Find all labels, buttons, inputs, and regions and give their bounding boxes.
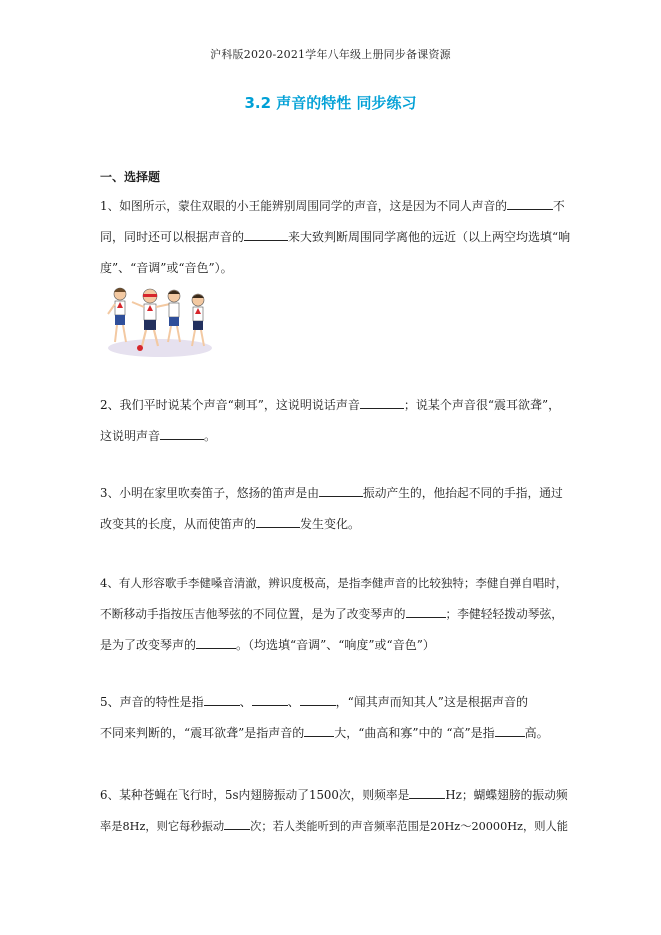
question-6-line-1: [100, 780, 568, 811]
q3-text: 发生变化。: [300, 517, 361, 531]
q6-text: Hz；蝴蝶翅膀的振动频: [445, 788, 568, 802]
q5-text: 、: [239, 695, 252, 709]
answer-blank: [224, 816, 250, 830]
answer-blank: [196, 635, 236, 649]
answer-blank: [252, 692, 288, 706]
question-1-line-2: [100, 222, 571, 253]
question-6: [100, 780, 568, 842]
question-3-line-2: [100, 509, 562, 540]
question-5: [100, 687, 562, 749]
q3-text: 3、小明在家里吹奏笛子，悠扬的笛声是由: [100, 486, 319, 500]
q1-text: 同，同时还可以根据声音的: [100, 230, 245, 244]
question-6-line-2: [100, 811, 568, 842]
q2-text: 这说明声音: [100, 429, 161, 443]
answer-blank: [495, 723, 525, 737]
answer-blank: [304, 723, 334, 737]
question-1: [100, 191, 571, 284]
q1-text: 不: [552, 199, 565, 213]
question-2-line-2: [100, 421, 562, 452]
question-4: [100, 568, 568, 661]
question-5-line-2: [100, 718, 562, 749]
q2-text: 2、我们平时说某个声音“刺耳”，这说明说话声音: [100, 398, 360, 412]
question-4-line-1: 4、有人形容歌手李健嗓音清澈，辨识度极高，是指李健声音的比较独特；李健自弹自唱时，: [100, 576, 568, 590]
q6-text: 率是8Hz，则它每秒振动: [100, 820, 225, 833]
question-4-line-3: [100, 630, 562, 661]
question-2: [100, 390, 562, 452]
answer-blank: [300, 692, 336, 706]
question-4-line-2: [100, 599, 562, 630]
answer-blank: [319, 483, 363, 497]
q4-text: ；李健轻轻拨动琴弦，: [445, 607, 563, 621]
q6-text: 6、某种苍蝇在飞行时，5s内翅膀振动了1500次，则频率是: [100, 788, 410, 802]
question-5-line-1: [100, 687, 562, 718]
answer-blank: [204, 692, 240, 706]
section-heading: 一、选择题: [100, 170, 161, 184]
q5-text: ，“闻其声而知其人”这是根据声音的: [335, 695, 528, 709]
question-1-line-3: 度”、“音调”或“音色”）。: [100, 261, 233, 275]
q3-text: 改变其的长度，从而使笛声的: [100, 517, 257, 531]
answer-blank: [160, 426, 204, 440]
question-3: [100, 478, 562, 540]
answer-blank: [256, 514, 300, 528]
q4-text: 不断移动手指按压吉他琴弦的不同位置，是为了改变琴声的: [100, 607, 406, 621]
page-header: 沪科版2020-2021学年八年级上册同步备课资源: [210, 48, 451, 61]
answer-blank: [360, 395, 404, 409]
q5-text: 、: [287, 695, 300, 709]
answer-blank: [244, 227, 288, 241]
question-1-line-1: [100, 191, 565, 222]
question-3-line-1: [100, 478, 562, 509]
q1-text: 来大致判断周围同学离他的远近（以上两空均选填“响: [288, 230, 571, 244]
answer-blank: [507, 196, 553, 210]
question-2-line-1: [100, 390, 562, 421]
q5-text: 5、声音的特性是指: [100, 695, 204, 709]
q4-text: 。（均选填“音调”、“响度”或“音色”）: [236, 638, 435, 652]
q5-text: 高。: [524, 726, 549, 740]
q5-text: 不同来判断的，“震耳欲聋”是指声音的: [100, 726, 305, 740]
q1-text: 1、如图所示，蒙住双眼的小王能辨别周围同学的声音，这是因为不同人声音的: [100, 199, 507, 213]
q4-text: 是为了改变琴声的: [100, 638, 197, 652]
answer-blank: [406, 604, 446, 618]
page-title: 3.2 声音的特性 同步练习: [244, 94, 417, 112]
q5-text: 大，“曲高和寡”中的 “高”是指: [334, 726, 495, 740]
q2-text: 。: [204, 429, 217, 443]
answer-blank: [409, 785, 445, 799]
children-blindfold-game-illustration: [104, 282, 216, 358]
q2-text: ；说某个声音很“震耳欲聋”，: [403, 398, 561, 412]
q3-text: 振动产生的，他抬起不同的手指，通过: [362, 486, 563, 500]
q6-text: 次；若人类能听到的声音频率范围是20Hz～20000Hz，则人能: [250, 820, 568, 833]
